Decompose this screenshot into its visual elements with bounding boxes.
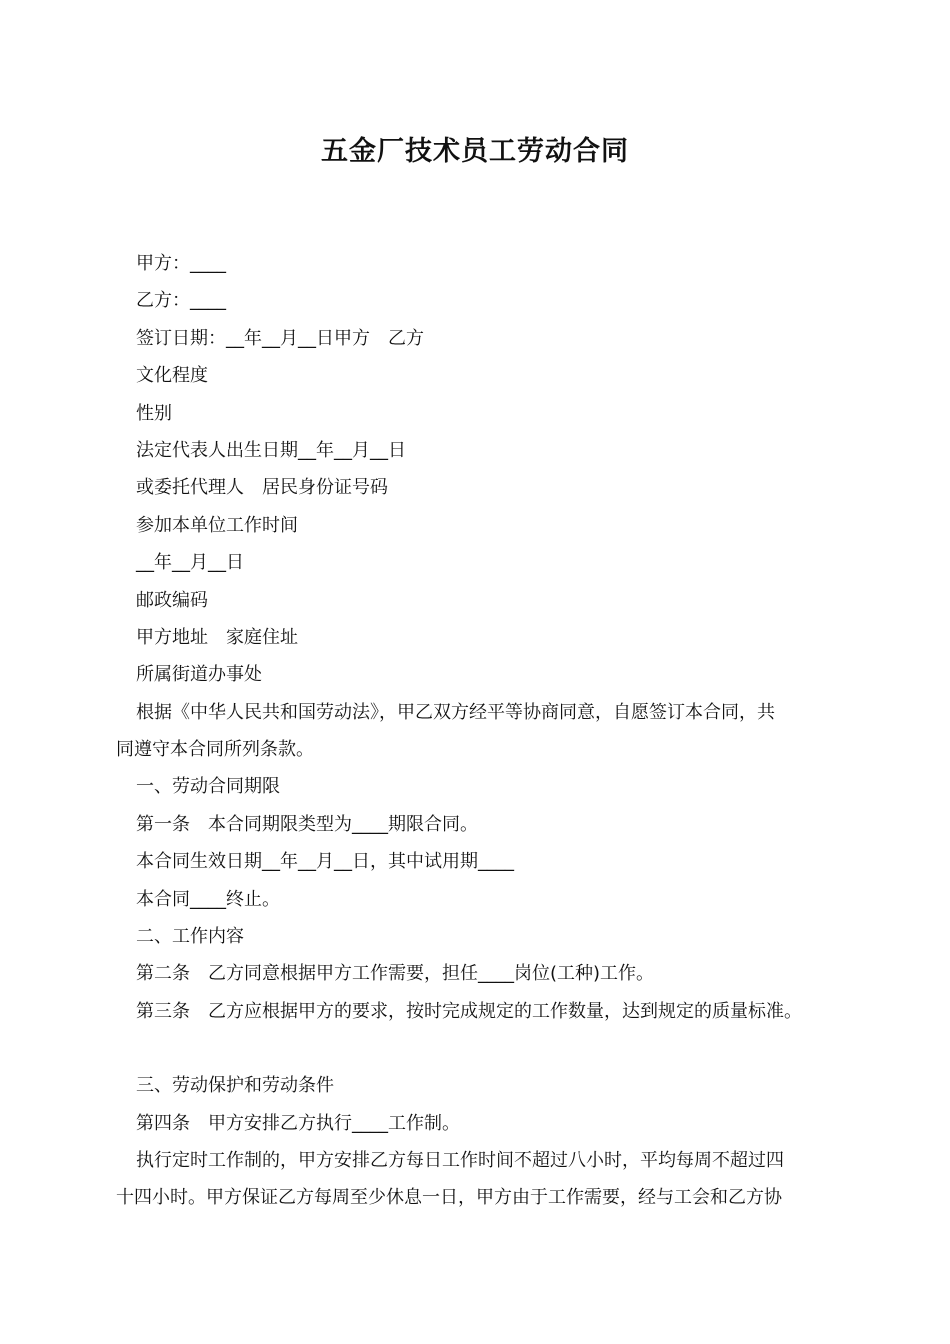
education-line: 文化程度 — [136, 365, 208, 387]
postal-code-line: 邮政编码 — [136, 589, 208, 611]
street-office-line: 所属街道办事处 — [136, 664, 262, 686]
effective-date-line: 本合同生效日期__年__月__日，其中试用期____ — [136, 851, 514, 873]
article-1-line: 第一条 本合同期限类型为____期限合同。 — [136, 813, 478, 835]
address-line: 甲方地址 家庭住址 — [136, 626, 298, 648]
party-a-line: 甲方：____ — [136, 253, 226, 274]
article-4-line: 第四条 甲方安排乙方执行____工作制。 — [136, 1112, 460, 1134]
work-hours-line-1: 执行定时工作制的，甲方安排乙方每日工作时间不超过八小时，平均每周不超过四 — [136, 1149, 784, 1171]
article-3-line: 第三条 乙方应根据甲方的要求，按时完成规定的工作数量，达到规定的质量标准。 — [136, 1000, 802, 1022]
work-hours-line-2: 十四小时。甲方保证乙方每周至少休息一日，甲方由于工作需要，经与工会和乙方协 — [116, 1187, 782, 1209]
date-blank-line: __年__月__日 — [136, 552, 244, 574]
legal-rep-line: 法定代表人出生日期__年__月__日 — [136, 439, 406, 461]
document-title: 五金厂技术员工劳动合同 — [321, 136, 629, 167]
section-1-heading: 一、劳动合同期限 — [136, 776, 280, 798]
document-body — [116, 245, 846, 1217]
preamble-line-1: 根据《中华人民共和国劳动法》，甲乙双方经平等协商同意，自愿签订本合同，共 — [136, 701, 775, 723]
agent-line: 或委托代理人 居民身份证号码 — [136, 477, 388, 499]
section-2-heading: 二、工作内容 — [136, 926, 244, 948]
work-start-line: 参加本单位工作时间 — [136, 514, 298, 536]
paragraph-gap — [116, 1030, 846, 1067]
signing-date-line: 签订日期：__年__月__日甲方 乙方 — [136, 327, 424, 349]
termination-line: 本合同____终止。 — [136, 888, 280, 910]
section-3-heading: 三、劳动保护和劳动条件 — [136, 1075, 334, 1097]
party-b-line: 乙方：____ — [136, 290, 226, 312]
article-2-line: 第二条 乙方同意根据甲方工作需要，担任____岗位(工种)工作。 — [136, 963, 655, 985]
gender-line: 性别 — [136, 402, 172, 424]
preamble-line-2: 同遵守本合同所列条款。 — [116, 739, 314, 761]
